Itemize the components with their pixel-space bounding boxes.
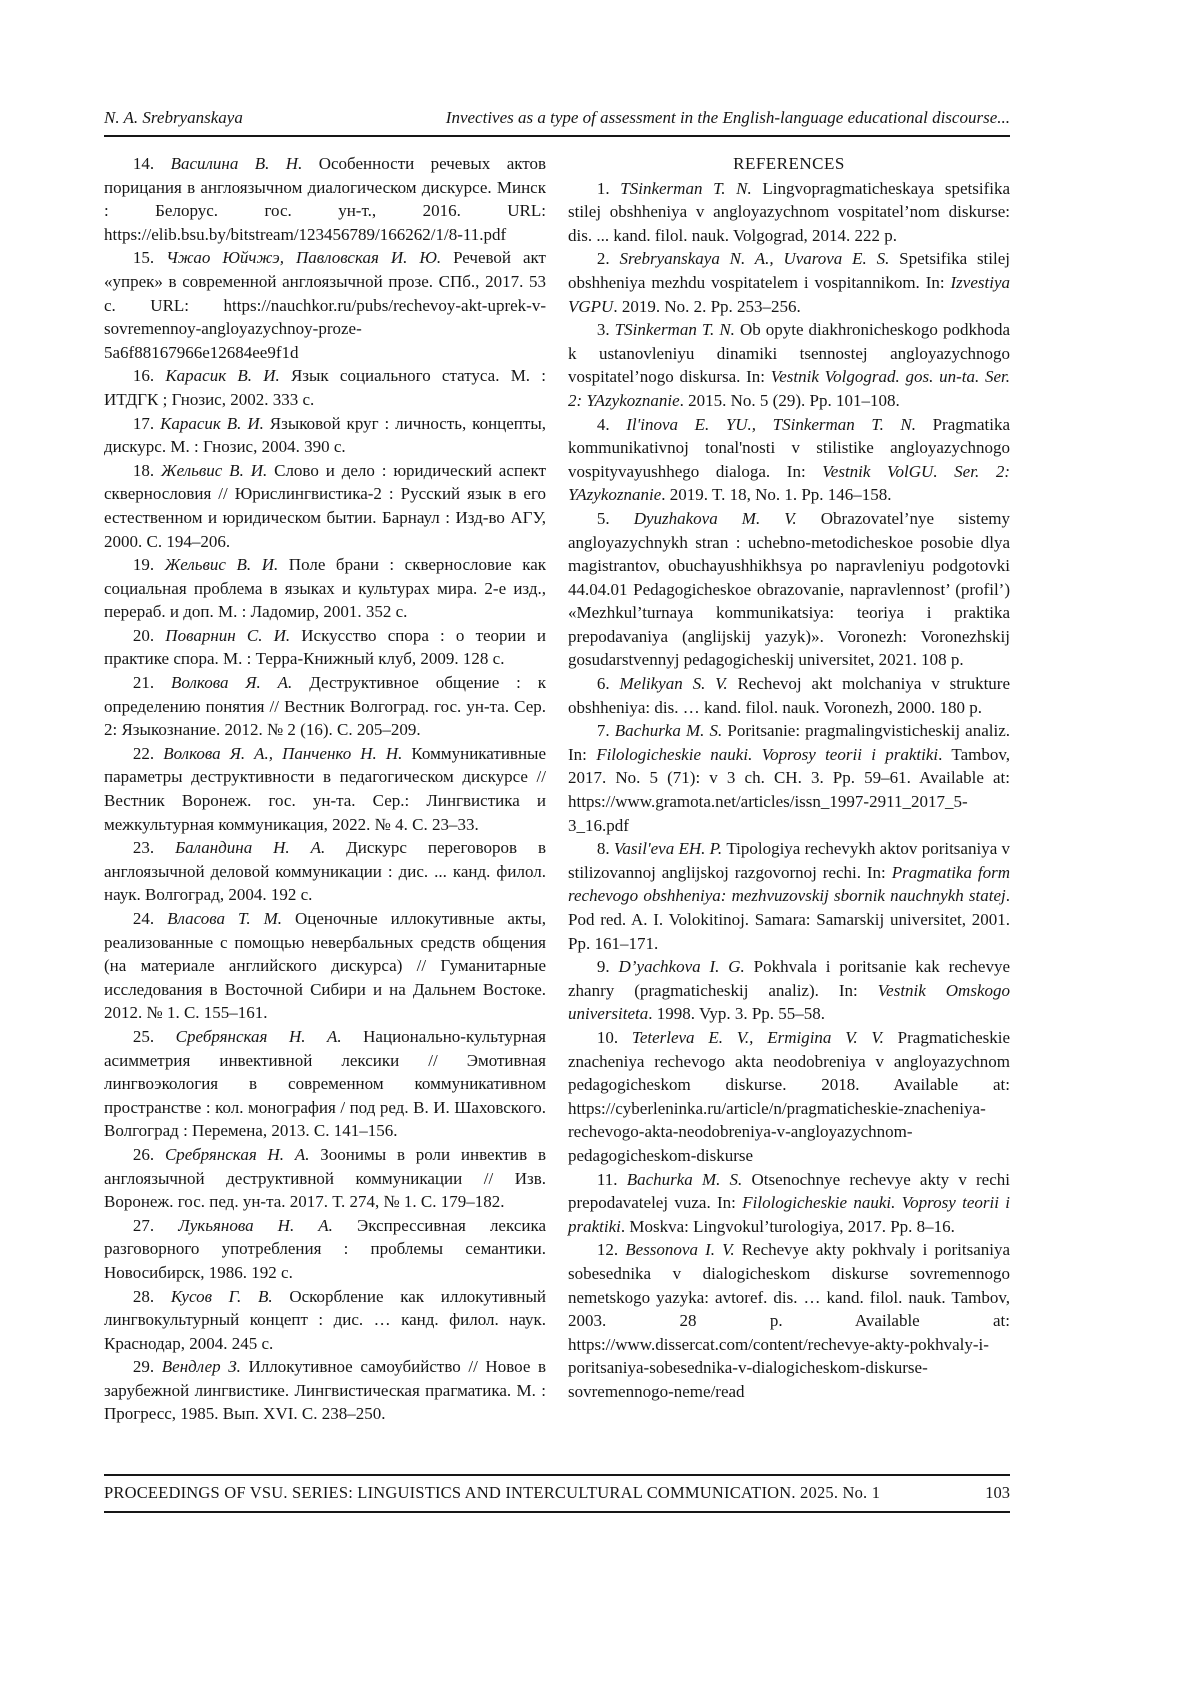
reference-item [104, 364, 546, 411]
reference-italic-segment: Чжао Юйчжэ, Павловская И. Ю. [166, 248, 454, 268]
reference-text-segment: Зоонимы в роли инвектив в англоязычной деструктивной коммуникации // Изв. Воронеж. гос. пед. ун-та. 2017. Т. 274, № 1. С. 179–182. [104, 1144, 547, 1212]
reference-text-segment: 11. [596, 1169, 627, 1189]
reference-text-segment: Оценочные иллокутивные акты, реализованные с помощью невербальных средств общения (на материале английского дискурса) // Гуманитарные исследования в Восточной Сибири и на Дальнем Востоке. 2012. № 1. С. 155–161. [104, 909, 547, 1023]
footer-page-number: 103 [985, 1483, 1010, 1502]
reference-text-segment: 17. [132, 413, 161, 433]
reference-item [104, 1143, 546, 1214]
reference-text-segment: 9. [596, 957, 619, 977]
references-heading: REFERENCES [733, 154, 845, 173]
reference-text-segment: 1. [596, 178, 621, 198]
page-content [104, 108, 1010, 1426]
reference-text-segment: 12. [596, 1240, 626, 1260]
reference-italic-segment: Dyuzhakova M. V. [633, 508, 821, 528]
references-transliterated-column [568, 152, 1010, 1426]
footer-line [104, 1476, 1010, 1511]
reference-text-segment: 2. [596, 249, 620, 269]
reference-text-segment: Иллокутивное самоубийство // Новое в зарубежной лингвистике. Лингвистическая прагматика. М. : Прогресс, 1985. Вып. XVI. С. 238–250. [104, 1357, 547, 1424]
reference-text-segment: Речевой акт «упрек» в современной англоязычной прозе. СПб., 2017. 53 с. URL: https://nauchkor.ru/pubs/rechevoy-akt-uprek-v-sovremennoy-angloyazychnoy-proze-5a6f88167966e12684ee9f1d [104, 248, 546, 362]
reference-italic-segment: Лукьянова Н. А. [178, 1215, 358, 1235]
reference-text-segment: 3. [596, 320, 615, 340]
reference-text-segment: Искусство спора : о теории и практике спора. М. : Терра-Книжный клуб, 2009. 128 с. [104, 625, 546, 669]
reference-text-segment: 5. [596, 508, 634, 528]
reference-italic-segment: Сребрянская Н. А. [164, 1144, 321, 1164]
reference-item [568, 318, 1010, 412]
reference-item [104, 836, 546, 907]
reference-italic-segment: Жельвис В. И. [161, 460, 275, 480]
reference-italic-segment: Srebryanskaya N. A., Uvarova E. S. [619, 249, 900, 269]
references-transliterated-list [568, 177, 1010, 1404]
reference-italic-segment: Vestnik Omskogo universiteta [568, 980, 1010, 1024]
reference-text-segment: 26. [132, 1144, 165, 1164]
reference-item [568, 1238, 1010, 1403]
reference-italic-segment: Вендлер З. [161, 1357, 249, 1377]
reference-text-segment: Obrazovatel’nye sistemy angloyazychnykh stran : uchebno-metodicheskoe posobie dlya magistrantov, obuchayushhikhsya po napravleniyu podgotovki 44.04.01 Pedagogicheskoe obrazovanie, napravlennost’ (profil’) «Mezhkul’turnaya kommunikatsiya: teoriya i praktika prepodavaniya (anglijskij yazyk)». Voronezh: Voronezhskij gosudarstvennyj pedagogicheskij universitet, 2021. 108 p. [568, 508, 1011, 670]
reference-item [104, 742, 546, 836]
reference-text-segment: Rechevoj akt molchaniya v strukture obshheniya: dis. … kand. filol. nauk. Voronezh, 2000. 180 p. [568, 674, 1011, 717]
reference-text-segment: 10. [596, 1027, 632, 1047]
reference-text-segment: . Moskva: Lingvokul’turologiya, 2017. Pp. 8–16. [620, 1216, 955, 1236]
reference-item [568, 413, 1010, 507]
references-russian-column [104, 152, 546, 1426]
reference-item [104, 553, 546, 624]
reference-italic-segment: Волкова Я. А. [171, 673, 310, 693]
reference-italic-segment: Vestnik Volgograd. gos. un-ta. Ser. 2: YAzykoznanie [568, 367, 1010, 410]
reference-italic-segment: Pragmatika form rechevogo obshheniya: mezhvuzovskij sbornik nauchnykh statej [568, 862, 1011, 906]
reference-text-segment: 7. [596, 721, 615, 741]
reference-italic-segment: Карасик В. И. [160, 413, 270, 433]
page-footer [104, 1474, 1010, 1513]
reference-italic-segment: Vestnik VolGU. Ser. 2: YAzykoznanie [568, 461, 1010, 505]
reference-italic-segment: Bachurka M. S. [626, 1169, 752, 1189]
running-head-title: Invectives as a type of assessment in the English-language educational discourse... [445, 108, 1010, 127]
reference-text-segment: Tipologiya rechevykh aktov poritsaniya v stilizovannoj anglijskoj razgovornoj rechi. In: [568, 839, 1010, 882]
reference-text-segment: 8. [596, 839, 614, 859]
reference-text-segment: 29. [132, 1357, 162, 1377]
reference-item [568, 837, 1010, 955]
reference-text-segment: Особенности речевых актов порицания в англоязычном диалогическом дискурсе. Минск : Белорус. гос. ун-т., 2016. URL: https://elib.bsu.by/bitstream/123456789/166262/1/8-11.pdf [104, 154, 547, 244]
reference-text-segment: . 2019. T. 18, No. 1. Pp. 146–158. [661, 485, 892, 505]
reference-italic-segment: D’yachkova I. G. [618, 957, 754, 977]
reference-text-segment: Оскорбление как иллокутивный лингвокультурный концепт : дис. … канд. филол. наук. Краснодар, 2004. 245 с. [104, 1286, 546, 1353]
reference-item [568, 1168, 1010, 1239]
reference-text-segment: Ob opyte diakhronicheskogo podkhoda k ustanovleniyu dinamiki tsennostej angloyazychnogo vospitatel’nogo diskursa. In: [568, 320, 1010, 387]
reference-item [104, 1025, 546, 1143]
reference-italic-segment: Василина В. Н. [170, 154, 319, 173]
reference-item [568, 247, 1010, 318]
reference-text-segment: 20. [132, 625, 166, 645]
reference-text-segment: 16. [132, 366, 166, 386]
reference-italic-segment: Melikyan S. V. [619, 674, 738, 694]
reference-italic-segment: Поварнин С. И. [165, 625, 302, 645]
reference-italic-segment: Власова Т. М. [167, 909, 295, 928]
reference-item [568, 672, 1010, 719]
reference-italic-segment: TSinkerman T. N. [614, 320, 740, 340]
reference-item [104, 246, 546, 364]
reference-text-segment: Rechevye akty pokhvaly i poritsaniya sobesednika v dialogicheskom diskurse sovremennogo nemetskogo yazyka: avtoref. dis. … kand. filol. nauk. Tambov, 2003. 28 p. Available at: https://www.dissercat.com/content/rechevye-akty-pokhvaly-i-poritsaniya-sobesednika-v-dialogicheskom-diskurse-sovremennogo-neme/read [568, 1240, 1011, 1401]
reference-text-segment: 27. [132, 1215, 179, 1235]
reference-item [568, 177, 1010, 248]
reference-item [104, 412, 546, 459]
reference-item [104, 671, 546, 742]
reference-text-segment: Otsenochnye rechevye akty v rechi prepodavatelej vuza. In: [568, 1169, 1010, 1213]
reference-text-segment: 25. [132, 1026, 176, 1046]
reference-italic-segment: Кусов Г. В. [170, 1286, 290, 1306]
reference-text-segment: 19. [132, 555, 165, 575]
reference-text-segment: Коммуникативные параметры деструктивности в педагогическом дискурсе // Вестник Воронеж. гос. ун-та. Сер.: Лингвистика и межкультурная коммуникация, 2022. № 4. С. 23–33. [104, 743, 547, 834]
reference-text-segment: Экспрессивная лексика разговорного употребления : проблемы семантики. Новосибирск, 1986. 192 с. [104, 1215, 547, 1282]
reference-italic-segment: Teterleva E. V., Ermigina V. V. [631, 1027, 898, 1047]
reference-item [104, 1355, 546, 1426]
reference-text-segment: Spetsifika stilej obshheniya mezhdu vospitatelem i vospitannikom. In: [568, 249, 1010, 292]
reference-text-segment: Pragmatika kommunikativnoj tonal'nosti v stilistike angloyazychnogo vospityvayushhego dialoga. In: [568, 414, 1010, 481]
reference-text-segment: Поле брани : сквернословие как социальная проблема в языках и культурах мира. 2-е изд., перераб. и доп. М. : Ладомир, 2001. 352 с. [104, 555, 547, 622]
reference-italic-segment: Сребрянская Н. А. [175, 1026, 364, 1046]
reference-italic-segment: Карасик В. И. [165, 366, 291, 386]
reference-item [104, 459, 546, 553]
reference-text-segment: 28. [132, 1286, 171, 1306]
reference-text-segment: Poritsanie: pragmalingvisticheskij analiz. In: [568, 721, 1010, 764]
reference-item [104, 907, 546, 1025]
reference-text-segment: Pragmaticheskie znacheniya rechevogo akta neodobreniya v angloyazychnom pedagogicheskom diskurse. 2018. Available at: https://cyberleninka.ru/article/n/pragmaticheskie-znacheniya-rechevogo-akta-neodobreniya-v-angloyazychnom-pedagogicheskom-diskurse [568, 1027, 1011, 1165]
reference-item [568, 955, 1010, 1026]
reference-text-segment: . Pod red. A. I. Volokitinoj. Samara: Samarskij universitet, 2001. Pp. 161–171. [568, 886, 1010, 953]
reference-item [568, 719, 1010, 837]
reference-italic-segment: Волкова Я. А., Панченко Н. Н. [163, 743, 412, 763]
reference-text-segment: 18. [132, 460, 162, 480]
reference-text-segment: Деструктивное общение : к определению понятия // Вестник Волгоград. гос. ун-та. Сер. 2: Языкознание. 2012. № 2 (16). С. 205–209. [104, 673, 547, 740]
reference-text-segment: 24. [132, 909, 168, 928]
reference-item [104, 152, 546, 246]
reference-italic-segment: TSinkerman T. N. [620, 178, 763, 198]
running-head [104, 108, 1010, 137]
reference-italic-segment: Filologicheskie nauki. Voprosy teorii i praktiki [596, 744, 939, 764]
reference-text-segment: Языковой круг : личность, концепты, дискурс. М. : Гнозис, 2004. 390 с. [104, 413, 547, 457]
reference-italic-segment: Filologicheskie nauki. Voprosy teorii i praktiki [568, 1193, 1010, 1236]
reference-text-segment: Дискурс переговоров в англоязычной деловой коммуникации : дис. ... канд. филол. наук. Волгоград, 2004. 192 с. [104, 838, 547, 905]
reference-item [104, 1214, 546, 1285]
reference-item [568, 1026, 1010, 1168]
references-russian-list [104, 152, 546, 1426]
reference-text-segment: Pokhvala i poritsanie kak rechevye zhanry (pragmaticheskij analiz). In: [568, 957, 1010, 1000]
reference-italic-segment: Vasil'eva EH. P. [613, 839, 727, 859]
reference-item [104, 624, 546, 671]
reference-italic-segment: Жельвис В. И. [164, 555, 289, 575]
running-head-author: N. A. Srebryanskaya [104, 108, 243, 127]
reference-item [568, 507, 1010, 672]
reference-text-segment: . 2015. No. 5 (29). Pp. 101–108. [679, 390, 900, 410]
reference-text-segment: . Tambov, 2017. No. 5 (71): v 3 ch. CH. 3. Pp. 59–61. Available at: https://www.gramota.net/articles/issn_1997-2911_2017_5-3_16.pdf [568, 744, 1010, 835]
reference-text-segment: 23. [132, 838, 176, 858]
reference-text-segment: 14. [132, 154, 171, 173]
reference-text-segment: Слово и дело : юридический аспект сквернословия // Юрислингвистика-2 : Русский язык в его естественном и юридическом бытии. Барнаул : Изд-во АГУ, 2000. С. 194–206. [104, 460, 547, 551]
reference-text-segment: Язык социального статуса. М. : ИТДГК ; Гнозис, 2002. 333 с. [104, 366, 546, 409]
reference-text-segment: . 1998. Vyp. 3. Pp. 55–58. [648, 1004, 826, 1024]
reference-text-segment: 6. [596, 674, 620, 694]
footer-journal-line: PROCEEDINGS OF VSU. SERIES: LINGUISTICS AND INTERCULTURAL COMMUNICATION. 2025. No. 1 [104, 1483, 881, 1502]
two-column-body [104, 152, 1010, 1426]
reference-text-segment: Lingvopragmaticheskaya spetsifika stilej obshheniya v angloyazychnom vospitatel’nom diskurse: dis. ... kand. filol. nauk. Volgograd, 2014. 222 p. [568, 178, 1011, 245]
reference-italic-segment: Bessonova I. V. [625, 1240, 742, 1260]
reference-italic-segment: Izvestiya VGPU [568, 272, 1010, 316]
reference-text-segment: 22. [132, 743, 164, 763]
reference-text-segment: Национально-культурная асимметрия инвективной лексики // Эмотивная лингвоэкология в современном коммуникативном пространстве : кол. монография / под ред. В. И. Шаховского. Волгоград : Перемена, 2013. С. 141–156. [104, 1026, 546, 1141]
reference-italic-segment: Bachurka M. S. [614, 721, 728, 741]
reference-text-segment: 4. [596, 414, 627, 434]
reference-item [104, 1285, 546, 1356]
reference-text-segment: 15. [132, 248, 167, 268]
reference-italic-segment: Il'inova E. YU., TSinkerman T. N. [626, 414, 933, 434]
reference-italic-segment: Баландина Н. А. [175, 838, 347, 858]
reference-text-segment: 21. [132, 673, 172, 693]
reference-text-segment: . 2019. No. 2. Pp. 253–256. [613, 296, 801, 316]
